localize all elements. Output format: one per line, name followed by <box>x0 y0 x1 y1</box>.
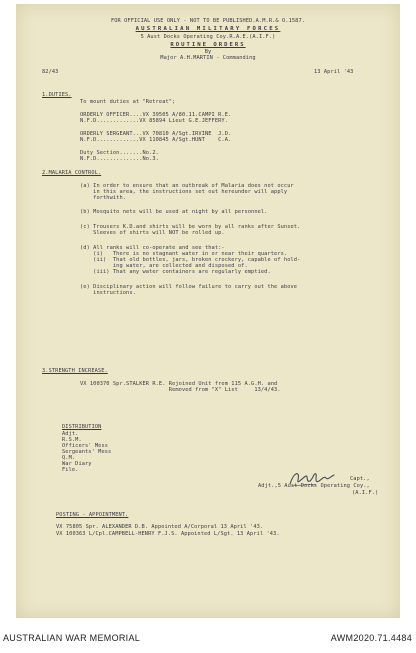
org-heading: AUSTRALIAN MILITARY FORCES <box>135 26 281 32</box>
by-line: By <box>204 49 212 55</box>
distribution-item: Sergeants' Mess <box>62 449 112 455</box>
signature-aif: (A.I.F.) <box>352 490 379 496</box>
malaria-b-line: (b) Mosquito nets will be used at night by all personnel. <box>80 209 268 215</box>
malaria-d-line: (d) All ranks will co-operate and see that:- <box>80 245 225 251</box>
duty-row: N.F.D..............No.3. <box>80 156 159 162</box>
duties-heading: 1.DUTIES. <box>42 92 72 98</box>
duty-row: N.F.D.............VX 85894 Lieut G.E.JEFFERY. <box>80 118 229 124</box>
malaria-a-line: forthwith. <box>80 195 127 201</box>
distribution-item: Officers' Mess <box>62 443 109 449</box>
malaria-heading: 2.MALARIA CONTROL. <box>42 170 102 176</box>
signature-title: Adjt.,5 Aust Docks Operating Coy., <box>258 483 370 489</box>
strength-heading: 3.STRENGTH INCREASE. <box>42 368 108 374</box>
order-number: 82/43 <box>42 69 59 75</box>
duty-row: N.F.D.............VX 110845 A/Sgt.HUNT C.A. <box>80 137 232 143</box>
strength-line: Removed from "X" List 13/4/43. <box>80 387 281 393</box>
document-title: ROUTINE ORDERS <box>170 42 246 48</box>
malaria-c-line: (c) Trousers K.D.and shirts will be worn by all ranks after Sunset. <box>80 224 301 230</box>
duty-row: ORDERLY OFFICER....VX 39505 A/80.11.CAMPI R.E. <box>80 112 232 118</box>
document-page <box>16 4 400 618</box>
footer-accession: AWM2020.71.4484 <box>330 633 412 643</box>
malaria-e-line: (e) Disciplinary action will follow failure to carry out the above <box>80 284 298 290</box>
malaria-c-line: Sleeves of shirts will NOT be rolled up. <box>80 230 225 236</box>
postings-heading: POSTING - APPOINTMENT. <box>56 512 129 518</box>
posting-line: VX 100363 L/Cpl.CAMPBELL-HENRY F.J.S. Appointed L/Sgt. 13 April '43. <box>56 531 280 537</box>
malaria-d-line: (iii) That any water containers are regularly emptied. <box>80 269 271 275</box>
malaria-d-line: (i) There is no stagnant water in or near their quarters. <box>80 251 288 257</box>
distribution-item: Adjt. <box>62 431 79 437</box>
distribution-heading: DISTRIBUTION <box>62 424 102 430</box>
distribution-item: R.S.M. <box>62 437 82 443</box>
order-date: 13 April '43 <box>314 69 354 75</box>
distribution-item: Q.M. <box>62 455 76 461</box>
malaria-a-line: (a) In order to ensure that an outbreak of Malaria does not occur <box>80 183 294 189</box>
duties-intro: To mount duties at "Retreat"; <box>80 99 176 105</box>
malaria-d-line: ing water, are collected and disposed of. <box>80 263 248 269</box>
commander-line: Major A.H.MARTIN - Commanding <box>160 55 256 61</box>
distribution-item: War Diary <box>62 461 92 467</box>
footer-credit: AUSTRALIAN WAR MEMORIAL <box>3 633 141 643</box>
strength-line: VX 100370 Spr.STALKER R.E. Rejoined Unit from 115 A.G.H. and <box>80 381 278 387</box>
duty-row: Duty Section.......No.2. <box>80 150 159 156</box>
distribution-item: File. <box>62 467 79 473</box>
malaria-d-line: (ii) That old bottles, jars, broken crockery, capable of hold- <box>80 257 301 263</box>
restriction-line: FOR OFFICIAL USE ONLY - NOT TO BE PUBLISHED.A.M.R.& O.1587. <box>110 18 306 24</box>
malaria-a-line: in this area, the instructions set out hereunder will apply <box>80 189 288 195</box>
duty-row: ORDERLY SERGEANT...VX 70810 A/Sgt.IRVINE J.D. <box>80 131 232 137</box>
malaria-e-line: instructions. <box>80 290 136 296</box>
signature-rank: Capt., <box>350 476 370 482</box>
posting-line: VX 75805 Spr. ALEXANDER D.B. Appointed A/Corporal 13 April '43. <box>56 524 264 530</box>
unit-line: 5 Aust Docks Operating Coy.R.A.E.(A.I.F.) <box>140 34 276 40</box>
